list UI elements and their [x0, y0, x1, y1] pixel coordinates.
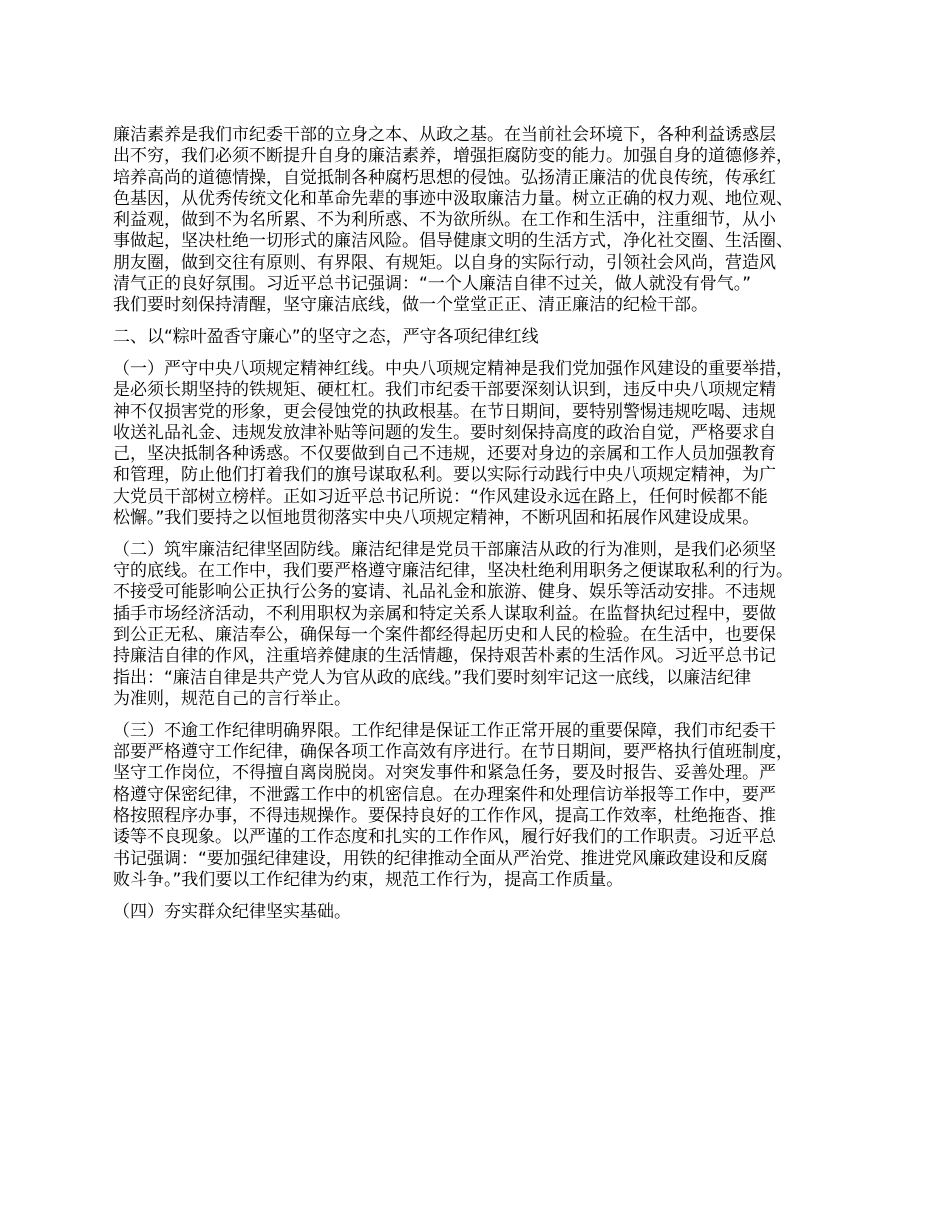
text-line: 廉洁素养是我们市纪委干部的立身之本、从政之基。在当前社会环境下，各种利益诱惑层 — [113, 125, 776, 145]
text-line: 不接受可能影响公正执行公务的宴请、礼品礼金和旅游、健身、娱乐等活动安排。不违规 — [113, 582, 776, 603]
paragraph-spacer — [113, 529, 858, 540]
text-line: 持廉洁自律的作风，注重培养健康的生活情趣，保持艰苦朴素的生活作风。习近平总书记 — [113, 646, 776, 667]
text-line: 指出：“廉洁自律是共产党人为官从政的底线。”我们要时刻牢记这一底线，以廉洁纪律 — [113, 667, 752, 688]
text-line: 部要严格遵守工作纪律，确保各项工作高效有序进行。在节日期间，要严格执行值班制度， — [113, 742, 793, 763]
text-line: 和管理，防止他们打着我们的旗号谋取私利。要以实际行动践行中央八项规定精神，为广 — [113, 465, 776, 486]
paragraph-integrity-discipline — [113, 540, 858, 710]
paragraph-spacer — [113, 348, 858, 359]
text-line: （二）筑牢廉洁纪律坚固防线。廉洁纪律是党员干部廉洁从政的行为准则，是我们必须坚 — [113, 539, 776, 560]
text-line: （三）不逾工作纪律明确界限。工作纪律是保证工作正常开展的重要保障，我们市纪委干 — [113, 720, 776, 741]
text-line: 书记强调：“要加强纪律建设，用铁的纪律推动全面从严治党、推进党风廉政建设和反腐 — [113, 848, 768, 869]
paragraph-spacer — [113, 710, 858, 721]
text-line: 事做起，坚决杜绝一切形式的廉洁风险。倡导健康文明的生活方式，净化社交圈、生活圈、 — [113, 231, 793, 252]
section-heading-text: 二、以“粽叶盈香守廉心”的坚守之态，严守各项纪律红线 — [113, 327, 539, 348]
text-line: 清气正的良好氛围。习近平总书记强调：“一个人廉洁自律不过关，做人就没有骨气。” — [113, 274, 752, 295]
text-line: 出不穷，我们必须不断提升自身的廉洁素养，增强拒腐防变的能力。加强自身的道德修养， — [113, 146, 793, 167]
text-line: 神不仅损害党的形象，更会侵蚀党的执政根基。在节日期间，要特别警惕违规吃喝、违规 — [113, 401, 776, 422]
text-line: 是必须长期坚持的铁规矩、硬杠杠。我们市纪委干部要深刻认识到，违反中央八项规定精 — [113, 380, 776, 401]
text-line: 格遵守保密纪律，不泄露工作中的机密信息。在办理案件和处理信访举报等工作中，要严 — [113, 784, 776, 805]
text-line: 我们要时刻保持清醒，坚守廉洁底线，做一个堂堂正正、清正廉洁的纪检干部。 — [113, 295, 708, 316]
text-line: 格按照程序办事，不得违规操作。要保持良好的工作作风，提高工作效率，杜绝拖沓、推 — [113, 805, 776, 826]
text-line: 到公正无私、廉洁奉公，确保每一个案件都经得起历史和人民的检验。在生活中，也要保 — [113, 625, 776, 646]
text-line: 利益观，做到不为名所累、不为利所惑、不为欲所纵。在工作和生活中，注重细节，从小 — [113, 210, 776, 231]
paragraph-mass-discipline — [113, 902, 858, 923]
paragraph-work-discipline — [113, 721, 858, 891]
text-line: 坚守工作岗位，不得擅自离岗脱岗。对突发事件和紧急任务，要及时报告、妥善处理。严 — [113, 763, 776, 784]
paragraph-integrity-cultivation — [113, 125, 858, 317]
text-line: 败斗争。”我们要以工作纪律为约束，规范工作行为，提高工作质量。 — [113, 869, 624, 890]
document-page — [113, 125, 858, 923]
text-line: 己，坚决抵制各种诱惑。不仅要做到自己不违规，还要对身边的亲属和工作人员加强教育 — [113, 444, 776, 465]
text-line: 收送礼品礼金、违规发放津补贴等问题的发生。要时刻保持高度的政治自觉，严格要求自 — [113, 422, 776, 443]
paragraph-spacer — [113, 317, 858, 328]
text-line: 色基因，从优秀传统文化和革命先辈的事迹中汲取廉洁力量。树立正确的权力观、地位观、 — [113, 188, 793, 209]
text-line: 松懈。”我们要持之以恒地贯彻落实中央八项规定精神，不断巩固和拓展作风建设成果。 — [113, 508, 760, 529]
text-line: 培养高尚的道德情操，自觉抵制各种腐朽思想的侵蚀。弘扬清正廉洁的优良传统，传承红 — [113, 167, 776, 188]
text-line: （四）夯实群众纪律坚实基础。 — [113, 901, 351, 922]
text-line: （一）严守中央八项规定精神红线。中央八项规定精神是我们党加强作风建设的重要举措， — [113, 358, 793, 379]
paragraph-eight-point-rules — [113, 359, 858, 529]
text-line: 诿等不良现象。以严谨的工作态度和扎实的工作作风，履行好我们的工作职责。习近平总 — [113, 827, 776, 848]
text-line: 插手市场经济活动，不利用职权为亲属和特定关系人谋取利益。在监督执纪过程中，要做 — [113, 603, 776, 624]
section-heading — [113, 327, 858, 348]
text-line: 朋友圈，做到交往有原则、有界限、有规矩。以自身的实际行动，引领社会风尚，营造风 — [113, 252, 776, 273]
text-line: 大党员干部树立榜样。正如习近平总书记所说：“作风建设永远在路上，任何时候都不能 — [113, 486, 768, 507]
paragraph-spacer — [113, 891, 858, 902]
text-line: 为准则，规范自己的言行举止。 — [113, 688, 351, 709]
text-line: 守的底线。在工作中，我们要严格遵守廉洁纪律，坚决杜绝利用职务之便谋取私利的行为。 — [113, 561, 793, 582]
